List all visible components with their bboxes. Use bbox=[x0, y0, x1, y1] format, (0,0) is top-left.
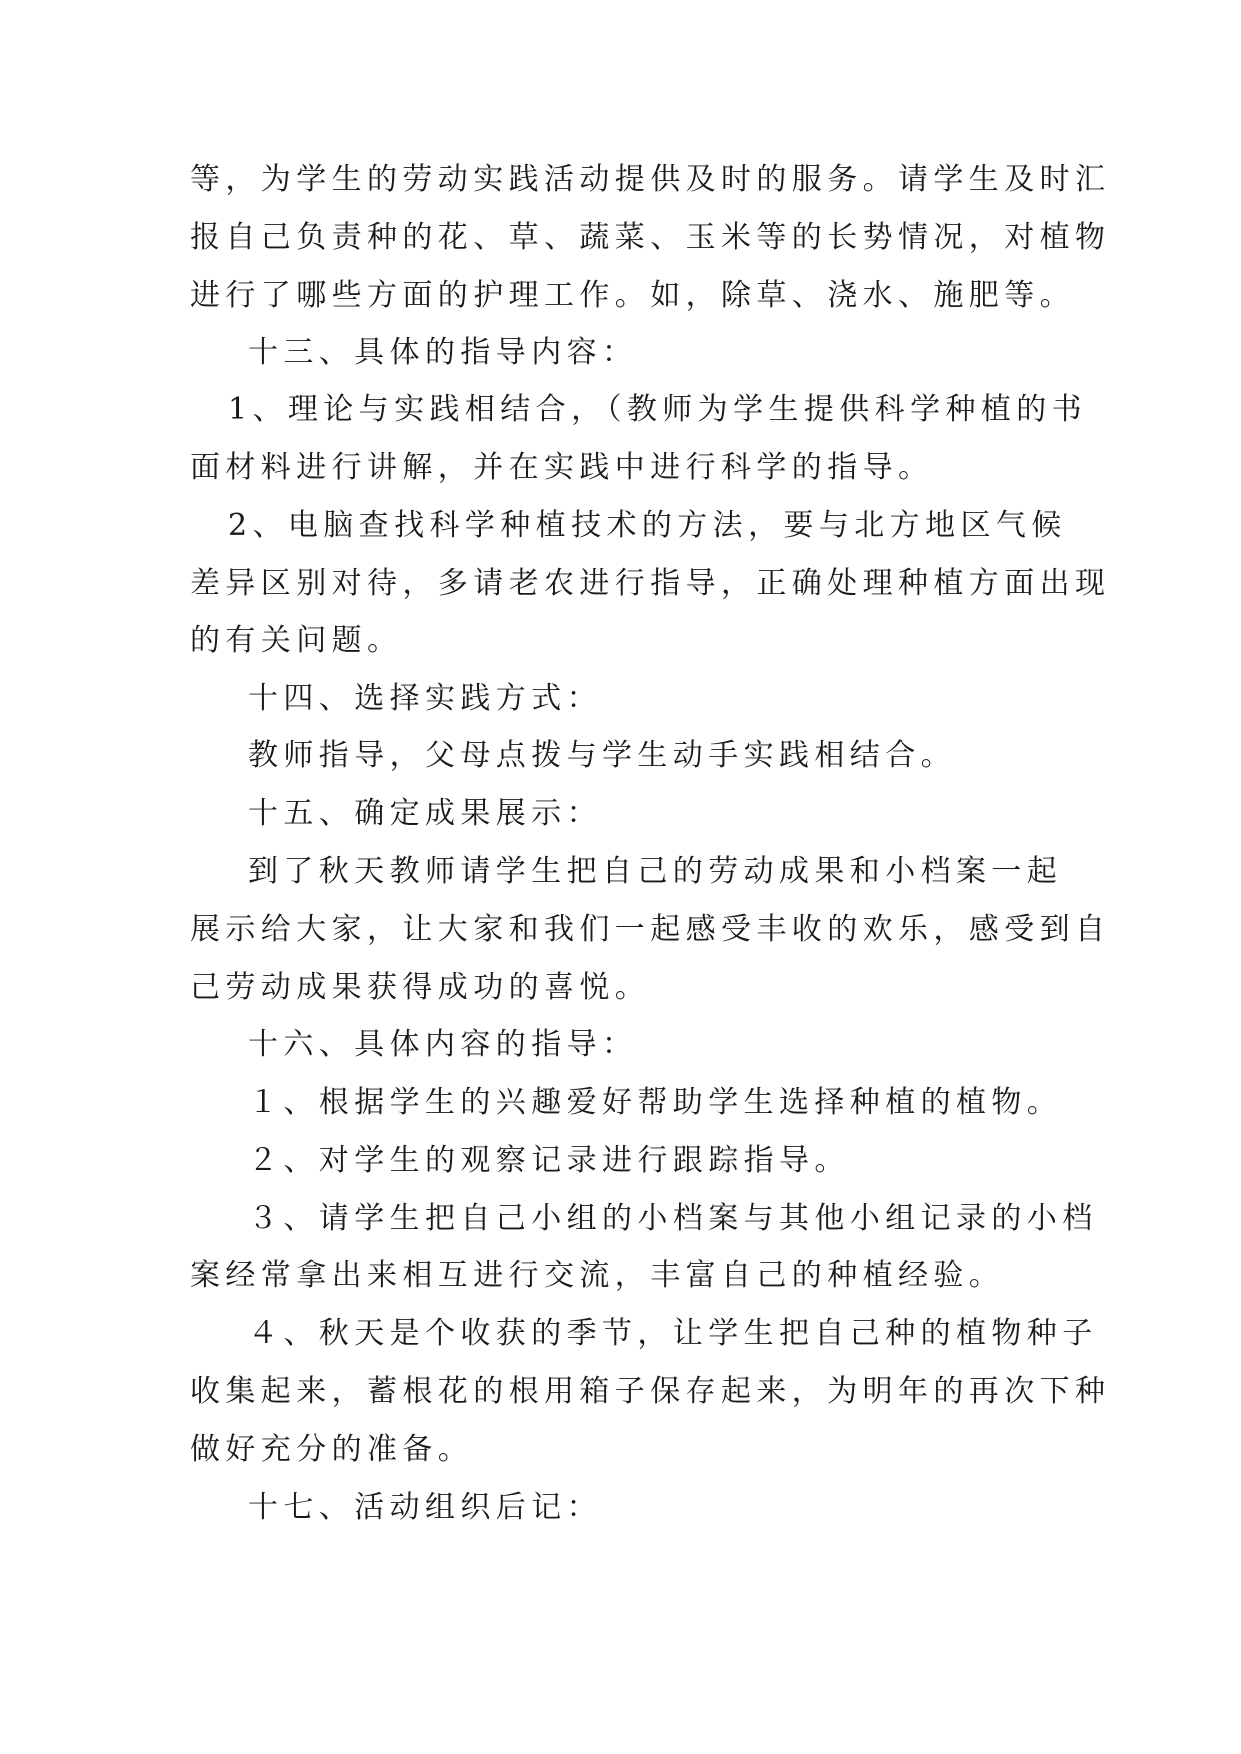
text-line: 等，为学生的劳动实践活动提供及时的服务。请学生及时汇 bbox=[190, 162, 1111, 197]
text-line: 差异区别对待，多请老农进行指导，正确处理种植方面出现 bbox=[190, 566, 1111, 601]
text-line: 案经常拿出来相互进行交流，丰富自己的种植经验。 bbox=[190, 1258, 1005, 1293]
text-line: 展示给大家，让大家和我们一起感受丰收的欢乐，感受到自 bbox=[190, 912, 1111, 947]
text-line: 教师指导，父母点拨与学生动手实践相结合。 bbox=[248, 738, 956, 773]
text-line: 1、理论与实践相结合，（教师为学生提供科学种植的书 bbox=[228, 392, 1088, 427]
section-heading: 十五、确定成果展示： bbox=[248, 796, 602, 831]
text-line: 2、电脑查找科学种植技术的方法，要与北方地区气候 bbox=[228, 508, 1067, 543]
text-line: ２、对学生的观察记录进行跟踪指导。 bbox=[248, 1143, 850, 1178]
text-line: 报自己负责种的花、草、蔬菜、玉米等的长势情况，对植物 bbox=[190, 220, 1111, 255]
text-line: 面材料进行讲解，并在实践中进行科学的指导。 bbox=[190, 450, 934, 485]
text-line: １、根据学生的兴趣爱好帮助学生选择种植的植物。 bbox=[248, 1085, 1063, 1120]
text-line: 到了秋天教师请学生把自己的劳动成果和小档案一起 bbox=[248, 854, 1063, 889]
section-heading: 十七、活动组织后记： bbox=[248, 1490, 602, 1525]
text-line: 己劳动成果获得成功的喜悦。 bbox=[190, 970, 651, 1005]
text-line: 收集起来，蓄根花的根用箱子保存起来，为明年的再次下种 bbox=[190, 1374, 1111, 1409]
text-line: 的有关问题。 bbox=[190, 623, 403, 658]
text-line: ３、请学生把自己小组的小档案与其他小组记录的小档 bbox=[248, 1201, 1098, 1236]
text-line: ４、秋天是个收获的季节，让学生把自己种的植物种子 bbox=[248, 1316, 1098, 1351]
section-heading: 十六、具体内容的指导： bbox=[248, 1027, 638, 1062]
text-line: 进行了哪些方面的护理工作。如，除草、浇水、施肥等。 bbox=[190, 278, 1075, 313]
text-line: 做好充分的准备。 bbox=[190, 1432, 474, 1467]
section-heading: 十四、选择实践方式： bbox=[248, 681, 602, 716]
section-heading: 十三、具体的指导内容： bbox=[248, 335, 638, 370]
